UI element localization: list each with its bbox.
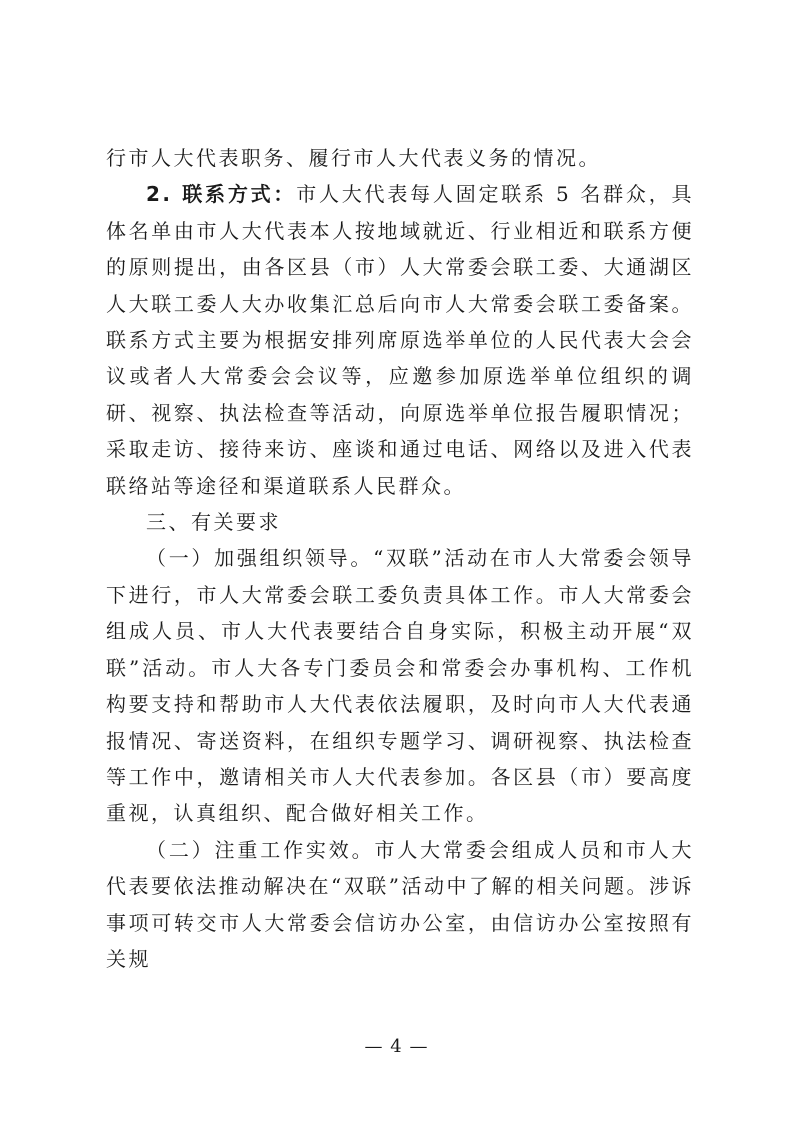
contact-method-lead: 2. 联系方式： <box>146 182 297 207</box>
paragraph-contact-method <box>106 176 694 504</box>
paragraph-organization-leadership: （一）加强组织领导。“双联”活动在市人大常委会领导下进行，市人大常委会联工委负责具体工作。市人大常委会组成人员、市人大代表要结合自身实际，积极主动开展“双联”活动。市人大各专门委员会和常委会办事机构、工作机构要支持和帮助市人大代表依法履职，及时向市人大代表通报情况、寄送资料，在组织专题学习、调研视察、执法检查等工作中，邀请相关市人大代表参加。各区县（市）要高度重视，认真组织、配合做好相关工作。 <box>106 546 694 826</box>
page-number: — 4 — <box>364 1036 429 1057</box>
section-heading-requirements: 三、有关要求 <box>146 510 281 535</box>
paragraph-continuation: 行市人大代表职务、履行市人大代表义务的情况。 <box>106 146 601 170</box>
paragraph-work-effectiveness: （二）注重工作实效。市人大常委会组成人员和市人大代表要依法推动解决在“双联”活动中了解的相关问题。涉诉事项可转交市人大常委会信访办公室，由信访办公室按照有关规 <box>106 837 694 971</box>
document-body <box>106 140 694 977</box>
contact-method-body: 市人大代表每人固定联系 5 名群众，具体名单由市人大代表本人按地域就近、行业相近和联系方便的原则提出，由各区县（市）人大常委会联工委、大通湖区人大联工委人大办收集汇总后向市人大常委会联工委备案。联系方式主要为根据安排列席原选举单位的人民代表大会会议或者人大常委会会议等，应邀参加原选举单位组织的调研、视察、执法检查等活动，向原选举单位报告履职情况；采取走访、接待来访、座谈和通过电话、网络以及进入代表联络站等途径和渠道联系人民群众。 <box>106 182 694 498</box>
